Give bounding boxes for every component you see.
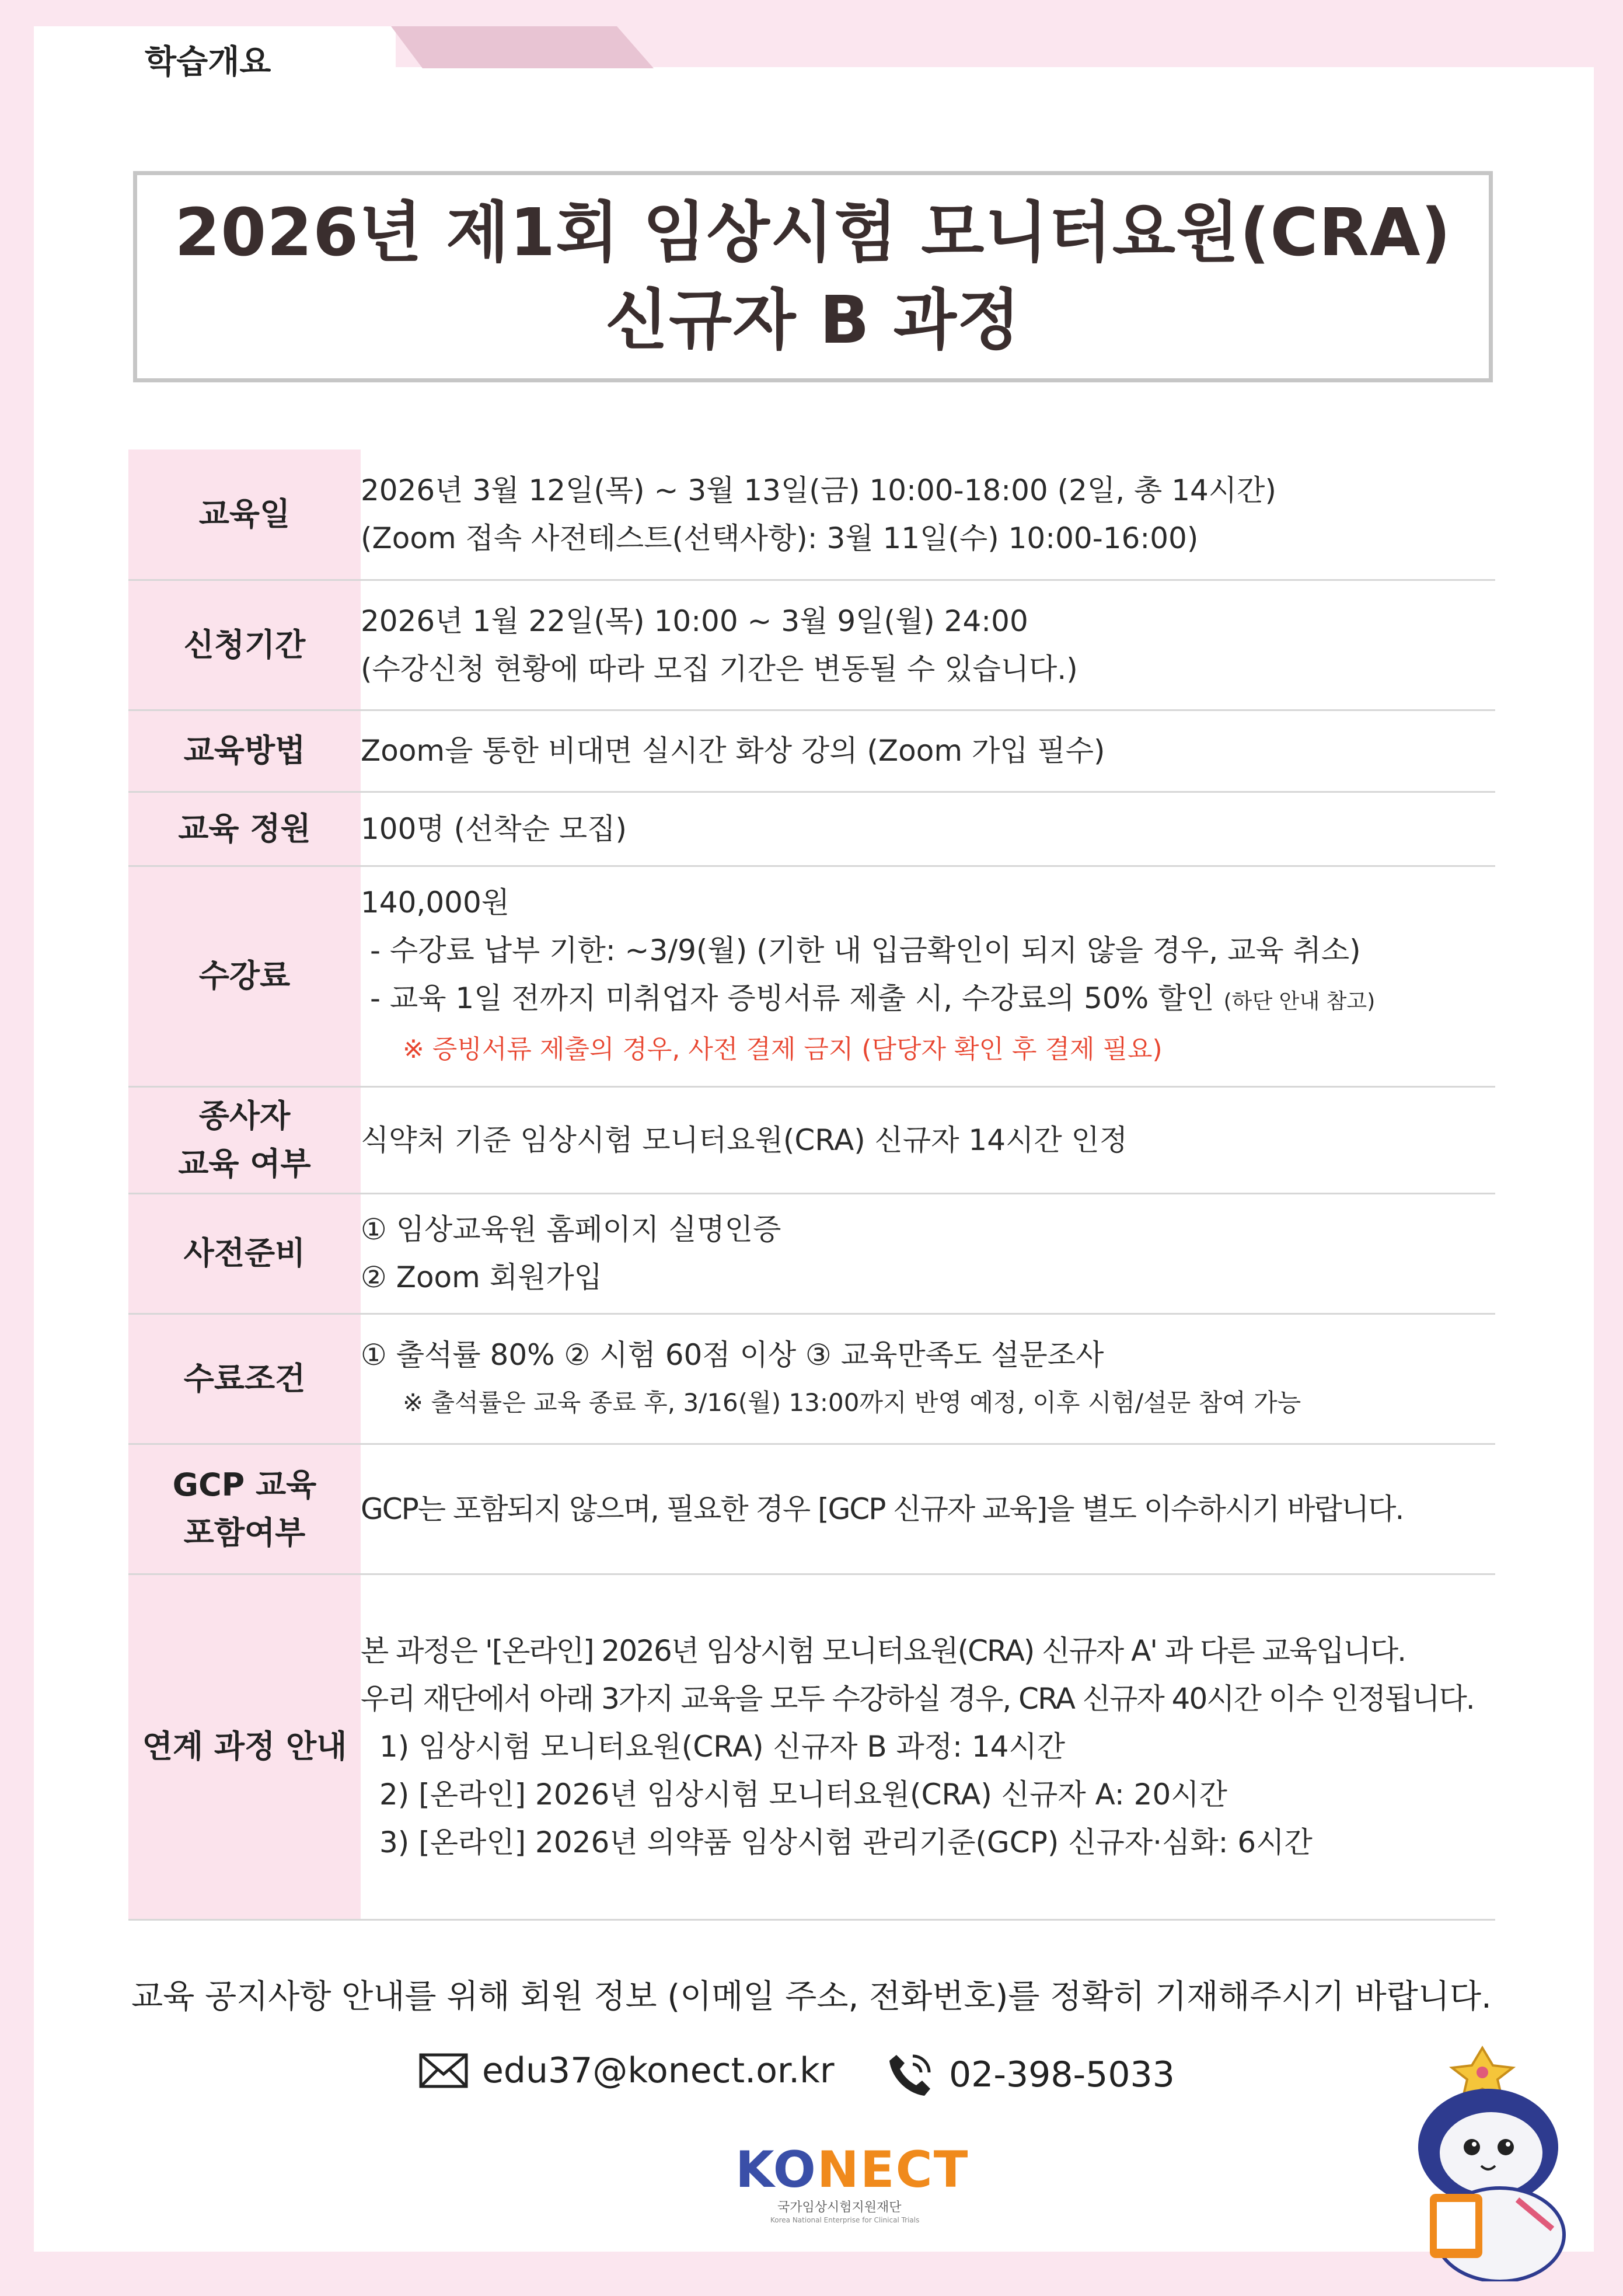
course-info-table [128,450,1495,1921]
value-gcp: GCP는 포함되지 않으며, 필요한 경우 [GCP 신규자 교육]을 별도 이수하시기 바랍니다. [361,1444,1495,1574]
completion-line1: ① 출석률 80% ② 시험 60점 이상 ③ 교육만족도 설문조사 [361,1337,1104,1372]
value-edu-date [361,450,1495,580]
phone-icon [886,2050,935,2099]
linked-line1: 본 과정은 '[온라인] 2026년 임상시험 모니터요원(CRA) 신규자 A' 과 다른 교육입니다. [361,1634,1406,1668]
logo-wordmark [735,2141,969,2199]
envelope-icon [419,2053,468,2088]
value-apply-period [361,580,1495,710]
label-linked: 연계 과정 안내 [128,1574,361,1919]
page-title-line1: 2026년 제1회 임상시험 모니터요원(CRA) [174,195,1451,271]
prep-line2: ② Zoom 회원가입 [361,1260,602,1294]
value-capacity: 100명 (선착순 모집) [361,792,1495,866]
row-edu-date [128,450,1495,580]
edu-date-line1: 2026년 3월 12일(목) ~ 3월 13일(금) 10:00-18:00 (2일, 총 14시간) [361,473,1276,507]
label-prep: 사전준비 [128,1193,361,1314]
row-capacity [128,792,1495,866]
row-gcp [128,1444,1495,1574]
apply-period-line2: (수강신청 현황에 따라 모집 기간은 변동될 수 있습니다.) [361,651,1078,686]
fee-amount: 140,000원 [361,886,510,919]
gcp-label-line2: 포함여부 [183,1514,306,1551]
apply-period-line1: 2026년 1월 22일(목) 10:00 ~ 3월 9일(월) 24:00 [361,604,1028,638]
completion-note: ※ 출석률은 교육 종료 후, 3/16(월) 13:00까지 반영 예정, 이후 시험/설문 참여 가능 [403,1388,1301,1417]
footer-notice: 교육 공지사항 안내를 위해 회원 정보 (이메일 주소, 전화번호)를 정확히 기재해주시기 바랍니다. [131,1978,1492,2016]
label-edu-date: 교육일 [128,450,361,580]
value-fee [361,866,1495,1086]
label-gcp [128,1444,361,1574]
value-prep [361,1193,1495,1314]
edu-date-line2: (Zoom 접속 사전테스트(선택사항): 3월 11일(수) 10:00-16:00) [361,521,1199,555]
gcp-label-line1: GCP 교육 [172,1466,317,1503]
contact-phone[interactable] [886,2050,1175,2099]
value-completion [361,1314,1495,1444]
email-address[interactable]: edu37@konect.or.kr [482,2050,835,2091]
logo-subtitle-en: Korea National Enterprise for Clinical Trials [770,2216,920,2224]
logo-letter-o: O [773,2141,817,2199]
fee-warning-note: ※ 증빙서류 제출의 경우, 사전 결제 금지 (담당자 확인 후 결제 필요) [403,1034,1163,1064]
logo-letter-k: K [735,2141,773,2199]
row-prep [128,1193,1495,1314]
linked-item-2: 2) [온라인] 2026년 임상시험 모니터요원(CRA) 신규자 A: 20시간 [379,1778,1227,1811]
row-method [128,710,1495,792]
konect-logo [735,2141,969,2225]
section-tab-label: 학습개요 [145,43,271,81]
row-completion [128,1314,1495,1444]
fee-discount-text: - 교육 1일 전까지 미취업자 증빙서류 제출 시, 수강료의 50% 할인 [370,981,1214,1015]
fee-deadline: - 수강료 납부 기한: ~3/9(월) (기한 내 입금확인이 되지 않을 경우, 교육 취소) [370,933,1361,967]
value-worker-edu: 식약처 기준 임상시험 모니터요원(CRA) 신규자 14시간 인정 [361,1086,1495,1193]
logo-subtitle: 국가임상시험지원재단 [777,2200,902,2215]
row-worker-edu [128,1086,1495,1193]
label-method: 교육방법 [128,710,361,792]
linked-item-3: 3) [온라인] 2026년 의약품 임상시험 관리기준(GCP) 신규자·심화: 6시간 [379,1825,1313,1859]
logo-letters-nect: NECT [816,2141,969,2199]
row-linked [128,1574,1495,1919]
phone-number[interactable]: 02-398-5033 [949,2054,1175,2095]
label-worker-edu [128,1086,361,1193]
fee-discount-ref: (하단 안내 참고) [1223,990,1376,1013]
contact-email[interactable] [419,2050,835,2091]
prep-line1: ① 임상교육원 홈페이지 실명인증 [361,1213,781,1246]
mascot-image [1412,2036,1605,2281]
value-linked [361,1574,1495,1919]
row-fee [128,866,1495,1086]
page-title-line2: 신규자 B 과정 [605,283,1021,358]
label-fee: 수강료 [128,866,361,1086]
worker-edu-label-line2: 교육 여부 [178,1145,311,1182]
linked-item-1: 1) 임상시험 모니터요원(CRA) 신규자 B 과정: 14시간 [379,1730,1066,1764]
label-completion: 수료조건 [128,1314,361,1444]
section-tab-accent [391,26,654,68]
fee-discount [361,974,1495,1026]
worker-edu-label-line1: 종사자 [198,1097,291,1134]
value-method: Zoom을 통한 비대면 실시간 화상 강의 (Zoom 가입 필수) [361,710,1495,792]
label-apply-period: 신청기간 [128,580,361,710]
row-apply-period [128,580,1495,710]
linked-line2: 우리 재단에서 아래 3가지 교육을 모두 수강하실 경우, CRA 신규자 40시간 이수 인정됩니다. [361,1682,1474,1716]
title-box [133,171,1493,382]
label-capacity: 교육 정원 [128,792,361,866]
